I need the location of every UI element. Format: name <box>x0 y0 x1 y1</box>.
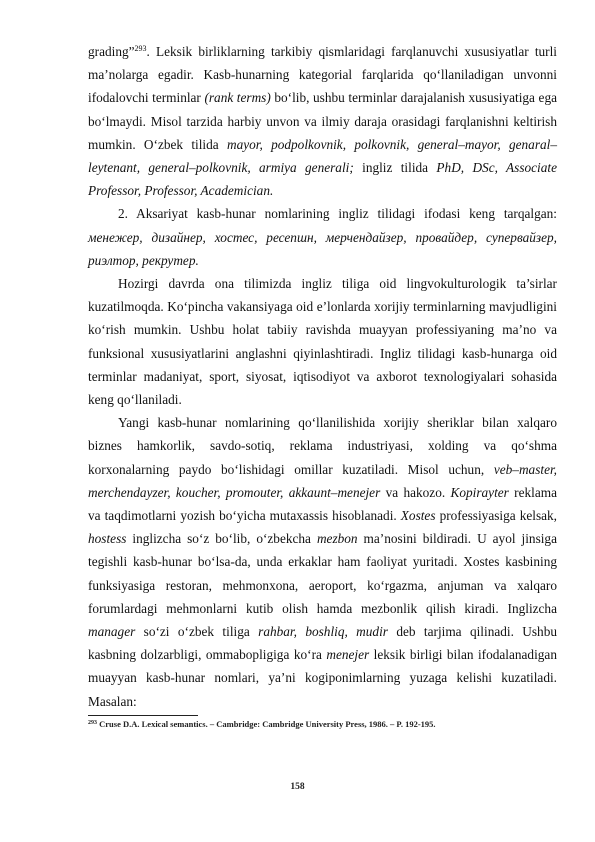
footnote-marker: 293 <box>88 719 97 726</box>
footnote-separator <box>88 715 198 716</box>
text-run: so‘zi o‘zbek tiliga <box>135 624 259 640</box>
footnote-reference: 293 <box>134 44 147 53</box>
text-run: grading” <box>88 44 135 59</box>
text-run: ingliz tilida <box>353 160 437 176</box>
text-run: reklama va taqdimotlarni yozish bo‘yicha mutaxassis hisoblanadi. <box>88 484 557 524</box>
footnote-text: Cruse D.A. Lexical semantics. – Cambridge: Cambridge University Press, 1986. – P. 192-195. <box>97 718 436 729</box>
italic-text: hostess <box>88 531 127 547</box>
document-page <box>88 40 557 730</box>
paragraph <box>88 411 557 713</box>
text-run: deb tarjima qilinadi. Ushbu kasbning dolzarbligi, ommabopligiga ko‘ra <box>88 624 558 663</box>
italic-text: manager <box>88 624 136 640</box>
italic-text: mezbon <box>316 531 358 547</box>
italic-text: rahbar, boshliq, mudir <box>258 624 388 640</box>
italic-text: Kopirayter <box>450 484 509 500</box>
text-run: inglizcha so‘z bo‘lib, o‘zbekcha <box>126 531 317 547</box>
italic-text: Xostes <box>400 508 436 524</box>
italic-text: veb–master, merchendayzer, koucher, promouter, akkaunt–menejer <box>88 461 557 500</box>
italic-text: (rank terms) <box>204 90 271 106</box>
text-run: bo‘lib, ushbu terminlar darajalanish xususiyatiga ega bo‘lmaydi. Misol tarzida harbiy unvon va ilmiy daraja orasidagi farqlanishni keltirish mumkin. O‘zbek tilida <box>88 90 557 152</box>
page-number: 158 <box>290 782 305 792</box>
paragraph <box>88 272 557 411</box>
italic-text: menejer <box>326 647 370 663</box>
paragraph <box>88 40 557 202</box>
italic-text: менежер, дизайнер, хостес, ресепшн, мерчендайзер, провайдер, супервайзер, риэлтор, рекрутер. <box>88 229 557 268</box>
paragraph <box>88 202 557 272</box>
text-run: professiyasiga kelsak, <box>435 508 558 524</box>
body-text <box>88 40 557 713</box>
text-run: Yangi kasb-hunar nomlarining qo‘llanilishida xorijiy sheriklar bilan xalqaro biznes hamkorlik, savdo-sotiq, reklama industriyasi, xolding va qo‘shma korxonalarning paydo bo‘lishidagi omillar kuzatiladi. Misol uchun, <box>88 415 557 477</box>
footnote <box>88 719 557 730</box>
text-run: leksik birligi bilan ifodalanadigan muayyan kasb-hunar nomlari, ya’ni kogiponimlarning yuzaga kelishi kuzatiladi. Masalan: <box>88 647 557 709</box>
italic-text: PhD, DSc, Associate Professor, Professor, Academician. <box>88 160 557 199</box>
text-run: va hakozo. <box>380 484 451 500</box>
italic-text: mayor, podpolkovnik, polkovnik, general–mayor, genaral–leytenant, general–polkovnik, armiya generali; <box>88 136 557 176</box>
text-run: . Leksik birliklarning tarkibiy qismlaridagi farqlanuvchi xususiyatlar turli ma’nolarga egadir. Kasb-hunarning kategorial farqlarida qo‘llaniladigan unvonni ifodalovchi terminlar <box>88 44 557 106</box>
text-run: 2. Aksariyat kasb-hunar nomlarining ingliz tilidagi ifodasi keng tarqalgan: <box>118 206 557 222</box>
text-run: ma’nosini bildiradi. U ayol jinsiga tegishli kasb-hunar bo‘lsa-da, unda erkaklar ham faoliyat yuritadi. Xostes kasbining funksiyasiga restoran, mehmonxona, aeroport, ko‘rgazma, anjuman va xalqaro forumlardagi mehmonlarni kutib olish hamda mezbonlik qilish kiradi. Inglizcha <box>88 531 557 616</box>
text-run: Hozirgi davrda ona tilimizda ingliz tiliga oid lingvokulturologik ta’sirlar kuzatilmoqda. Ko‘pincha vakansiyaga oid e’lonlarda xorijiy terminlarning mavjudligini ko‘rish mumkin. Ushbu holat tabiiy ravishda muayyan professiyaning ma’no va funksional xususiyatlarini anglashni qiyinlashtiradi. Ingliz tilidagi kasb-hunarga oid terminlar madaniyat, sport, siyosat, iqtisodiyot va axborot texnologiyalari sohasida keng qo‘llaniladi. <box>88 276 557 408</box>
